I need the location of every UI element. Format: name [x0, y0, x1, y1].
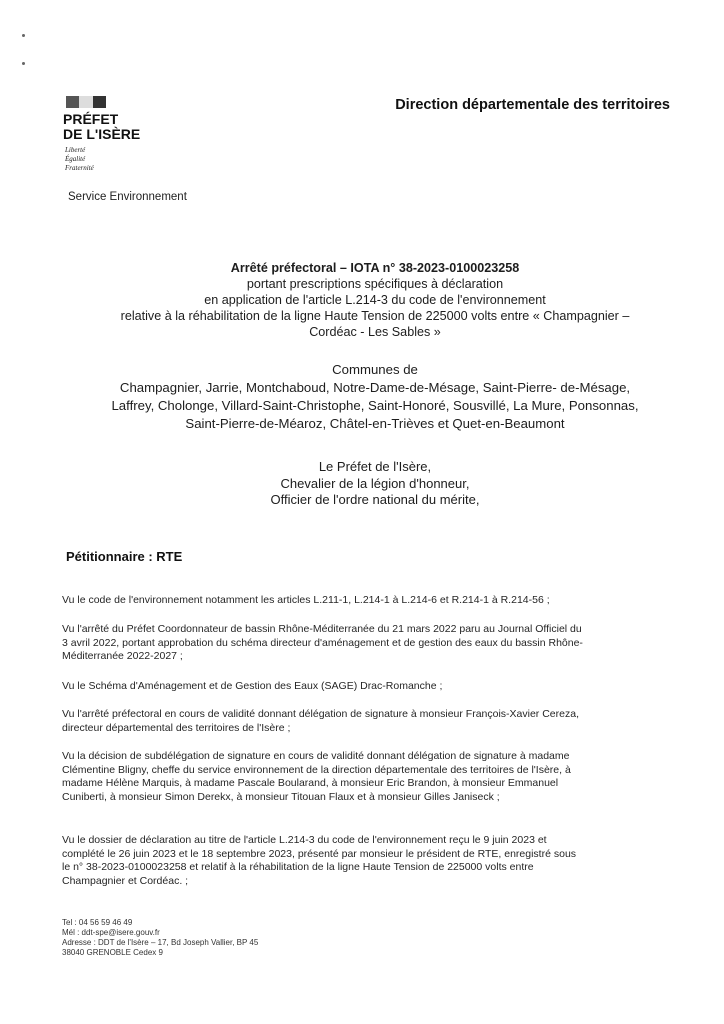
footer-email: Mél : ddt-spe@isere.gouv.fr — [62, 928, 160, 937]
prefecture-logo-title — [63, 112, 140, 142]
prefet-title-line: Chevalier de la légion d'honneur, — [280, 475, 470, 491]
service-name: Service Environnement — [68, 191, 187, 203]
vu-line: Cuniberti, à monsieur Simon Derekx, à monsieur Titouan Flaux et à monsieur Gilles Janiseck ; — [62, 790, 500, 803]
motto-fraternite: Fraternité — [65, 164, 94, 172]
prefet-title-line: Le Préfet de l'Isère, — [318, 459, 432, 474]
logo-title-line2: DE L'ISÈRE — [63, 126, 141, 142]
vu-line: Vu l'arrêté préfectoral en cours de validité donnant délégation de signature à monsieur François-Xavier Cereza, — [62, 708, 579, 720]
scan-speck — [22, 34, 25, 37]
prefet-title-line: Officier de l'ordre national du mérite, — [270, 492, 480, 507]
vu-line: Méditerranée 2022-2027 ; — [62, 650, 183, 662]
decree-subtitle-line: en application de l'article L.214-3 du code de l'environnement — [204, 293, 546, 307]
communes-list-line: Saint-Pierre-de-Méaroz, Châtel-en-Trièves et Quet-en-Beaumont — [185, 416, 565, 431]
marianne-logo-icon — [66, 96, 106, 108]
prefet-titles-block — [60, 459, 690, 509]
vu-paragraph — [62, 594, 674, 608]
vu-line: Vu la décision de subdélégation de signature en cours de validité donnant délégation de signature à madame — [62, 750, 570, 762]
logo-title-line1: PRÉFET — [63, 111, 119, 127]
vu-line: Vu le Schéma d'Aménagement et de Gestion des Eaux (SAGE) Drac-Romanche ; — [62, 680, 443, 692]
petitionnaire-heading: Pétitionnaire : RTE — [66, 549, 183, 564]
vu-line: directeur départemental des territoires de l'Isère ; — [62, 721, 291, 734]
vu-line: 3 avril 2022, portant approbation du schéma directeur d'aménagement et de gestion des eaux du bassin Rhône- — [62, 636, 583, 649]
republic-motto — [65, 146, 94, 173]
communes-heading: Communes de — [332, 362, 418, 377]
scan-speck — [22, 62, 25, 65]
footer-address: Adresse : DDT de l'Isère – 17, Bd Joseph Vallier, BP 45 — [62, 938, 259, 947]
vu-paragraph — [62, 680, 674, 694]
footer-city: 38040 GRENOBLE Cedex 9 — [62, 948, 163, 957]
vu-paragraph — [62, 623, 674, 664]
vu-paragraph — [62, 834, 674, 888]
decree-subtitle-line: portant prescriptions spécifiques à déclaration — [246, 277, 504, 291]
communes-block — [60, 361, 690, 433]
vu-line: complété le 26 juin 2023 et le 18 septembre 2023, présenté par monsieur le président de RTE, enregistré sous — [62, 847, 577, 860]
vu-line: le n° 38-2023-0100023258 et relatif à la réhabilitation de la ligne Haute Tension de 225000 volts entre — [62, 861, 534, 873]
decree-title-block — [60, 260, 690, 340]
communes-list-line: Laffrey, Cholonge, Villard-Saint-Christophe, Saint-Honoré, Sousvillé, La Mure, Ponsonnas, — [111, 398, 639, 413]
communes-list-line: Champagnier, Jarrie, Montchaboud, Notre-Dame-de-Mésage, Saint-Pierre- de-Mésage, — [119, 380, 631, 395]
direction-title: Direction départementale des territoires — [395, 97, 670, 113]
decree-subtitle-line: Cordéac - Les Sables » — [309, 325, 441, 339]
vu-line: Vu le dossier de déclaration au titre de l'article L.214-3 du code de l'environnement reçu le 9 juin 2023 et — [62, 834, 547, 846]
vu-paragraph — [62, 750, 674, 804]
vu-line: Champagnier et Cordéac. ; — [62, 874, 189, 887]
decree-subtitle-line: relative à la réhabilitation de la ligne Haute Tension de 225000 volts entre « Champagnier – — [120, 309, 630, 323]
vu-line: Vu le code de l'environnement notamment les articles L.211-1, L.214-1 à L.214-6 et R.214-1 à R.214-56 ; — [62, 594, 550, 606]
motto-egalite: Égalité — [65, 155, 86, 163]
vu-line: Vu l'arrêté du Préfet Coordonnateur de bassin Rhône-Méditerranée du 21 mars 2022 paru au Journal Officiel du — [62, 623, 582, 635]
vu-line: Clémentine Bligny, cheffe du service environnement de la direction départementale des territoires de l'Isère, à — [62, 763, 571, 776]
contact-footer — [62, 918, 258, 958]
footer-tel: Tel : 04 56 59 46 49 — [62, 918, 133, 927]
vu-line: madame Hélène Marquis, à madame Pascale Boularand, à monsieur Eric Brandon, à monsieur Emmanuel — [62, 777, 559, 789]
motto-liberte: Liberté — [65, 146, 86, 154]
vu-paragraph — [62, 708, 674, 735]
decree-title: Arrêté préfectoral – IOTA n° 38-2023-0100023258 — [230, 261, 520, 275]
